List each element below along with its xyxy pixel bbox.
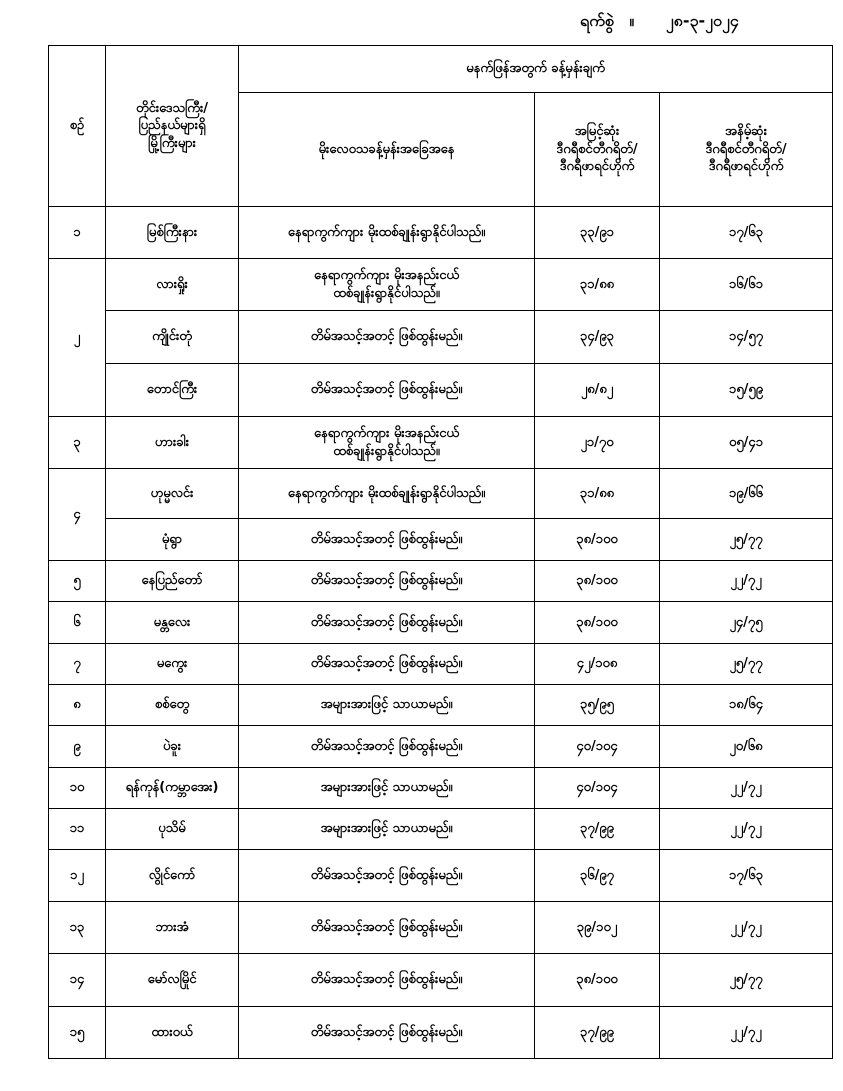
row-min-temp: ၂၂/၇၂ bbox=[660, 902, 833, 954]
row-city: မုံရွာ bbox=[106, 519, 239, 561]
condition-line: ထစ်ချုန်းရွာနိုင်ပါသည်။ bbox=[333, 443, 440, 459]
header-line: ပြည်နယ်များရှိ bbox=[138, 118, 206, 134]
row-city: ရန်ကုန်(ကမ္ဘာအေး) bbox=[106, 768, 239, 809]
row-min-temp: ၁၈/၆၄ bbox=[660, 685, 833, 726]
row-condition: တိမ်အသင့်အတင့် ဖြစ်ထွန်းမည်။ bbox=[239, 850, 535, 902]
row-city: မြစ်ကြီးနား bbox=[106, 207, 239, 259]
header-line: အနိမ့်ဆုံး bbox=[725, 124, 767, 140]
table-row bbox=[49, 561, 833, 602]
row-max-temp: ၃၃/၉၁ bbox=[535, 207, 660, 259]
row-no: ၃ bbox=[49, 417, 106, 469]
row-city: မကွေး bbox=[106, 644, 239, 685]
row-city: နေပြည်တော် bbox=[106, 561, 239, 602]
row-max-temp: ၃၁/၈၈ bbox=[535, 259, 660, 311]
column-header-max bbox=[535, 93, 660, 207]
header-line: ဒီဂရီစင်တီဂရိတ်/ bbox=[556, 141, 638, 157]
row-no: ၅ bbox=[49, 561, 106, 602]
column-header-min bbox=[660, 93, 833, 207]
table-row bbox=[49, 1007, 833, 1059]
row-no: ၉ bbox=[49, 726, 106, 768]
row-city: ပုသိမ် bbox=[106, 809, 239, 850]
row-city: လွိုင်ကော် bbox=[106, 850, 239, 902]
row-min-temp: ၂၅/၇၇ bbox=[660, 519, 833, 561]
row-min-temp: ၂၂/၇၂ bbox=[660, 561, 833, 602]
row-min-temp: ၂၀/၆၈ bbox=[660, 726, 833, 768]
header-line: တိုင်းဒေသကြီး/ bbox=[135, 100, 209, 116]
row-max-temp: ၄၂/၁၀၈ bbox=[535, 644, 660, 685]
row-min-temp: ၁၇/၆၃ bbox=[660, 207, 833, 259]
row-max-temp: ၄၀/၁၀၄ bbox=[535, 768, 660, 809]
row-max-temp: ၂၁/၇၀ bbox=[535, 417, 660, 469]
row-no: ၁၄ bbox=[49, 954, 106, 1007]
header-line: ဒီဂရီဖာရင်ဟိုက် bbox=[559, 159, 635, 175]
date-line bbox=[580, 10, 830, 34]
column-header-condition: မိုးလေဝသခန့်မှန်းအခြေအနေ bbox=[239, 93, 535, 207]
group-header-forecast: မနက်ဖြန်အတွက် ခန့်မှန်းချက် bbox=[239, 46, 833, 93]
row-condition: တိမ်အသင့်အတင့် ဖြစ်ထွန်းမည်။ bbox=[239, 364, 535, 417]
header-line: ဒီဂရီစင်တီဂရိတ်/ bbox=[705, 141, 787, 157]
row-min-temp: ၂၅/၇၇ bbox=[660, 954, 833, 1007]
table-row bbox=[49, 685, 833, 726]
row-no: ၇ bbox=[49, 644, 106, 685]
row-city: ဟားခါး bbox=[106, 417, 239, 469]
table-row bbox=[49, 469, 833, 519]
table-row bbox=[49, 954, 833, 1007]
row-no: ၁၁ bbox=[49, 809, 106, 850]
row-no: ၁၂ bbox=[49, 850, 106, 902]
row-condition: တိမ်အသင့်အတင့် ဖြစ်ထွန်းမည်။ bbox=[239, 644, 535, 685]
row-min-temp: ၂၅/၇၇ bbox=[660, 644, 833, 685]
row-condition bbox=[239, 259, 535, 311]
row-min-temp: ၀၅/၄၁ bbox=[660, 417, 833, 469]
row-condition: အများအားဖြင့် သာယာမည်။ bbox=[239, 768, 535, 809]
table-row bbox=[49, 768, 833, 809]
row-max-temp: ၃၈/၁၀၀ bbox=[535, 602, 660, 644]
row-min-temp: ၁၉/၆၆ bbox=[660, 469, 833, 519]
row-no: ၁၀ bbox=[49, 768, 106, 809]
row-no: ၁၅ bbox=[49, 1007, 106, 1059]
row-city: စစ်တွေ bbox=[106, 685, 239, 726]
row-max-temp: ၂၈/၈၂ bbox=[535, 364, 660, 417]
row-min-temp: ၂၂/၇၂ bbox=[660, 809, 833, 850]
row-condition: နေရာကွက်ကျား မိုးထစ်ချုန်းရွာနိုင်ပါသည်။ bbox=[239, 469, 535, 519]
row-max-temp: ၃၇/၉၉ bbox=[535, 809, 660, 850]
column-header-region bbox=[106, 46, 239, 207]
table-row bbox=[49, 259, 833, 311]
row-max-temp: ၃၄/၉၃ bbox=[535, 311, 660, 364]
table-row bbox=[49, 417, 833, 469]
row-city: မန္တလေး bbox=[106, 602, 239, 644]
header-line: အမြင့်ဆုံး bbox=[574, 124, 620, 140]
row-max-temp: ၃၈/၁၀၀ bbox=[535, 954, 660, 1007]
row-city: မော်လမြိုင် bbox=[106, 954, 239, 1007]
row-condition: တိမ်အသင့်အတင့် ဖြစ်ထွန်းမည်။ bbox=[239, 954, 535, 1007]
row-no: ၂ bbox=[49, 259, 106, 417]
row-max-temp: ၃၉/၁၀၂ bbox=[535, 902, 660, 954]
row-min-temp: ၂၂/၇၂ bbox=[660, 768, 833, 809]
row-no: ၄ bbox=[49, 469, 106, 561]
table-row bbox=[49, 809, 833, 850]
row-condition: တိမ်အသင့်အတင့် ဖြစ်ထွန်းမည်။ bbox=[239, 902, 535, 954]
row-min-temp: ၂၂/၇၂ bbox=[660, 1007, 833, 1059]
row-condition: အများအားဖြင့် သာယာမည်။ bbox=[239, 685, 535, 726]
column-header-no: စဉ် bbox=[49, 46, 106, 207]
condition-line: နေရာကွက်ကျား မိုးအနည်းငယ် bbox=[313, 425, 460, 441]
row-city: ဘားအံ bbox=[106, 902, 239, 954]
row-max-temp: ၃၆/၉၇ bbox=[535, 850, 660, 902]
row-city: တောင်ကြီး bbox=[106, 364, 239, 417]
table-row bbox=[49, 207, 833, 259]
condition-line: ထစ်ချုန်းရွာနိုင်ပါသည်။ bbox=[333, 285, 440, 301]
row-city: ဟုမ္မလင်း bbox=[106, 469, 239, 519]
row-condition: တိမ်အသင့်အတင့် ဖြစ်ထွန်းမည်။ bbox=[239, 726, 535, 768]
table-row bbox=[49, 644, 833, 685]
row-condition: အများအားဖြင့် သာယာမည်။ bbox=[239, 809, 535, 850]
row-condition: တိမ်အသင့်အတင့် ဖြစ်ထွန်းမည်။ bbox=[239, 519, 535, 561]
header-line: ဒီဂရီဖာရင်ဟိုက် bbox=[708, 159, 784, 175]
row-condition: တိမ်အသင့်အတင့် ဖြစ်ထွန်းမည်။ bbox=[239, 311, 535, 364]
date-separator: ။ bbox=[629, 11, 635, 30]
row-min-temp: ၂၄/၇၅ bbox=[660, 602, 833, 644]
row-min-temp: ၁၆/၆၁ bbox=[660, 259, 833, 311]
table-row bbox=[49, 519, 833, 561]
table-row bbox=[49, 726, 833, 768]
row-max-temp: ၄၀/၁၀၄ bbox=[535, 726, 660, 768]
row-max-temp: ၃၅/၉၅ bbox=[535, 685, 660, 726]
row-no: ၈ bbox=[49, 685, 106, 726]
row-condition: တိမ်အသင့်အတင့် ဖြစ်ထွန်းမည်။ bbox=[239, 561, 535, 602]
row-max-temp: ၃၈/၁၀၀ bbox=[535, 519, 660, 561]
forecast-table bbox=[48, 45, 833, 1059]
row-city: ကျိုင်းတုံ bbox=[106, 311, 239, 364]
condition-line: နေရာကွက်ကျား မိုးအနည်းငယ် bbox=[313, 267, 460, 283]
row-city: လားရှိုး bbox=[106, 259, 239, 311]
row-max-temp: ၃၈/၁၀၀ bbox=[535, 561, 660, 602]
table-row bbox=[49, 602, 833, 644]
row-no: ၁၃ bbox=[49, 902, 106, 954]
row-condition: နေရာကွက်ကျား မိုးထစ်ချုန်းရွာနိုင်ပါသည်။ bbox=[239, 207, 535, 259]
row-max-temp: ၃၇/၉၉ bbox=[535, 1007, 660, 1059]
row-city: ထားဝယ် bbox=[106, 1007, 239, 1059]
row-min-temp: ၁၅/၅၉ bbox=[660, 364, 833, 417]
row-no: ၆ bbox=[49, 602, 106, 644]
header-line: မြို့ကြီးများ bbox=[148, 135, 196, 151]
row-max-temp: ၃၁/၈၈ bbox=[535, 469, 660, 519]
row-no: ၁ bbox=[49, 207, 106, 259]
date-value: ၂၈-၃-၂၀၂၄ bbox=[665, 11, 739, 30]
table-row bbox=[49, 850, 833, 902]
row-condition: တိမ်အသင့်အတင့် ဖြစ်ထွန်းမည်။ bbox=[239, 1007, 535, 1059]
row-min-temp: ၁၇/၆၃ bbox=[660, 850, 833, 902]
row-min-temp: ၁၄/၅၇ bbox=[660, 311, 833, 364]
table-row bbox=[49, 902, 833, 954]
row-condition bbox=[239, 417, 535, 469]
date-label: ရက်စွဲ bbox=[580, 11, 614, 30]
row-condition: တိမ်အသင့်အတင့် ဖြစ်ထွန်းမည်။ bbox=[239, 602, 535, 644]
row-city: ပဲခူး bbox=[106, 726, 239, 768]
table-row bbox=[49, 311, 833, 364]
table-row bbox=[49, 364, 833, 417]
